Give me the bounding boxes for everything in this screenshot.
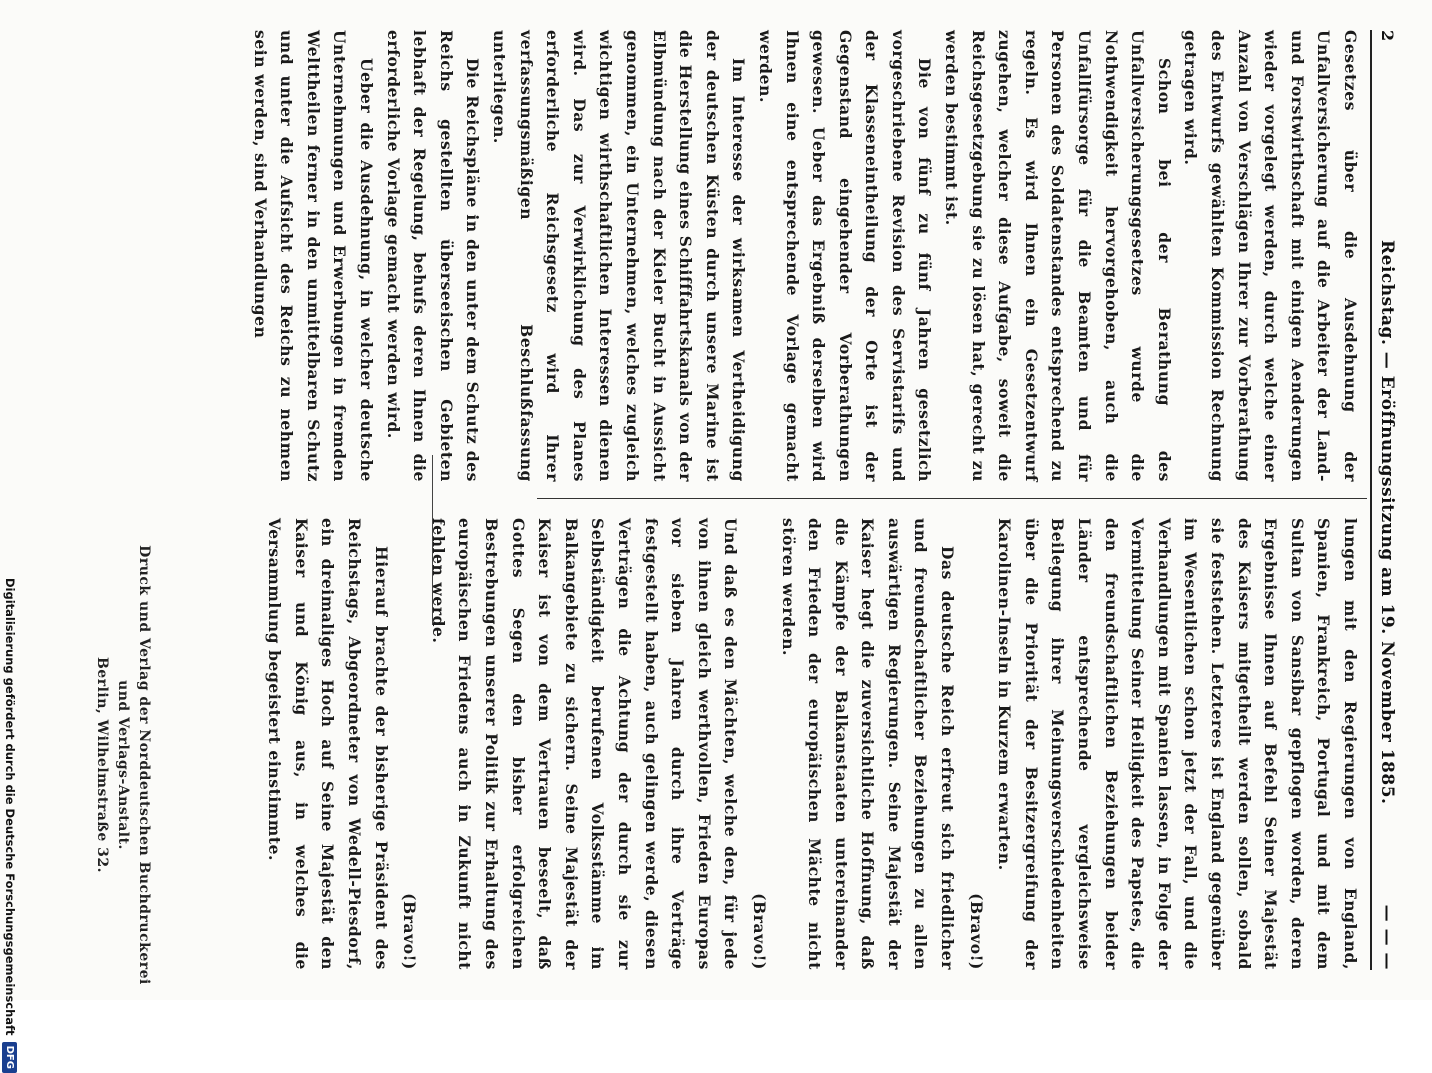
paragraph: Schon bei der Berathung des Unfallversicherungsgesetzes wurde die Nothwendigkeit hervorgehoben, auch die Unfallfürsorge für die Beamten und für Personen des Soldatenstandes entsprechend zu regeln. Es wird Ihnen ein Gesetzentwurf zugehen, welcher diese Aufgabe, soweit die Reichsgesetzgebung sie zu lösen hat, gerecht zu werden bestimmt ist. — [942, 30, 1174, 482]
paragraph: Hierauf brachte der bisherige Präsident des Reichstags, Abgeordneter von Wedell-Piesdorf, ein dreimaliges Hoch auf Seine Majestät den Kaiser und König aus, in welches die Versammlung begeistert einstimmte. — [265, 518, 391, 970]
paragraph: Gesetzes über die Ausdehnung der Unfallversicherung auf die Arbeiter der Land- und Forstwirthschaft mit einigen Aenderungen wieder vorgelegt werden, durch welche einer Anzahl von Verschlägen Ihrer zur Vorberathung des Entwurfs gewählten Kommission Rechnung getragen wird. — [1181, 30, 1360, 482]
paragraph: Ueber die Ausdehnung, in welcher deutsche Unternehmungen und Erwerbungen in fremden Welttheilen ferner in den unmittelbaren Schutz und unter die Aufsicht des Reichs zu nehmen sein werden, sind Verhandlungen — [250, 30, 377, 482]
paragraph: Die von fünf zu fünf Jahren gesetzlich vorgeschriebene Revision des Servistarifs und der Klasseneintheilung der Orte ist der Gegenstand eingehender Vorberathungen gewesen. Ueber das Ergebniß derselben wird Ihnen eine entsprechende Vorlage gemacht werden. — [755, 30, 935, 482]
paragraph: Die Reichspläne in den unter dem Schutz des Reichs gestellten überseeischen Gebieten lebhaft der Regelung, behufs deren Ihnen die erforderliche Vorlage gemacht werden wird. — [383, 30, 483, 482]
printed-page — [250, 0, 1405, 1000]
running-title: Reichstag. — Eröffnungssitzung am 19. November 1885. — [1377, 240, 1397, 805]
dfg-logo: DFG — [3, 1042, 18, 1073]
digitization-banner — [0, 578, 20, 1069]
running-header — [1373, 30, 1399, 970]
header-rule — [1370, 30, 1372, 970]
paragraph: Und daß es den Mächten, welche den, für jede von ihnen gleich werthvollen, Frieden Europas vor sieben Jahren durch ihre Verträge festgestellt haben, auch gelingen werde, diesen Verträgen die Achtung der durch sie zur Selbständigkeit berufenen Volksstämme im Balkangebiete zu sichern. Seine Majestät der Kaiser ist von dem Vertrauen beseelt, daß Gottes Segen den bisher erfolgreichen Bestrebungen unserer Politik zur Erhaltung des europäischen Friedens auch in Zukunft nicht fehlen werde. — [428, 518, 741, 970]
paragraph: lungen mit den Regierungen von England, Spanien, Frankreich, Portugal und mit dem Sultan von Sansibar gepflogen worden, deren Ergebnisse Ihnen auf Befehl Seiner Majestät des Kaisers mitgetheilt werden sollen, sobald sie feststehen. Letzteres ist England gegenüber im Wesentlichen schon jetzt der Fall, und die Verhandlungen mit Spanien lassen, in Folge der Vermittelung Seiner Heiligkeit des Papstes, die den freundschaftlichen Beziehungen beider Länder entsprechende vergleichsweise Beilegung ihrer Meinungsverschiedenheiten über die Priorität der Besitzergreifung der Karolinen-Inseln in Kurzem erwarten. — [995, 518, 1360, 970]
applause-note: (Bravo!) — [749, 893, 769, 970]
left-column — [246, 30, 1363, 482]
paragraph: Das deutsche Reich erfreut sich friedlicher und freundschaftlicher Beziehungen zu allen auswärtigen Regierungen. Seine Majestät der Kaiser hegt die zuversichtliche Hoffnung, daß die Kämpfe der Balkanstaaten untereinander den Frieden der europäischen Mächte nicht stören werden. — [778, 518, 958, 970]
column-divider — [537, 498, 1367, 499]
applause-note: (Bravo!) — [966, 893, 986, 970]
imprint-line: Berlin, Wilhelmstraße 32. — [94, 656, 110, 874]
paragraph: Im Interesse der wirksamen Vertheidigung der deutschen Küsten durch unsere Marine ist die Herstellung eines Schifffahrtskanals von der Elbmündung nach der Kieler Bucht in Aussicht genommen, ein Unternehmen, welches zugleich wichtigen wirthschaftlichen Interessen dienen wird. Das zur Verwirklichung des Planes erforderliche Reichsgesetz wird Ihrer verfassungsmäßigen Beschlußfassung unterliegen. — [490, 30, 749, 482]
header-dash: — — — — [1377, 904, 1397, 970]
page-number: 2 — [1378, 30, 1397, 42]
right-column — [261, 518, 1363, 970]
applause-note: (Bravo!) — [400, 893, 420, 970]
banner-text: Digitalisierung gefördert durch die Deutsche Forschungsgemeinschaft — [3, 578, 17, 1036]
imprint-line: Druck und Verlag der Norddeutschen Buchdruckerei und Verlags-Anstalt. — [115, 545, 152, 985]
printer-imprint — [94, 540, 154, 990]
end-rule — [432, 455, 433, 625]
